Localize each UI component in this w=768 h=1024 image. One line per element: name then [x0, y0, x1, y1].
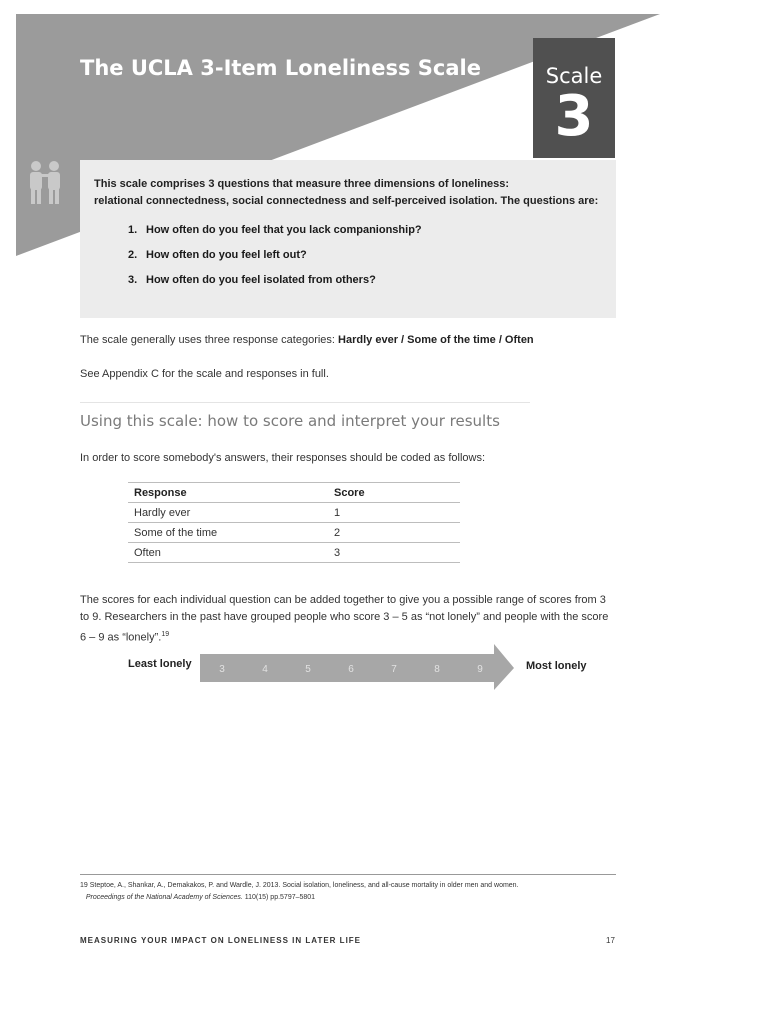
scale-badge: [533, 38, 615, 158]
score-table: [128, 482, 460, 563]
intro-box: [80, 160, 616, 318]
response-categories-prefix: The scale generally uses three response categories:: [80, 334, 335, 346]
page-number: 17: [606, 936, 615, 945]
question-number: 3.: [128, 274, 138, 286]
table-row: [128, 523, 460, 543]
table-header-row: [128, 483, 460, 503]
scale-value: 5: [305, 664, 311, 675]
footnote: [80, 880, 620, 904]
section-heading: Using this scale: how to score and interpret your results: [80, 412, 500, 430]
intro-line-1: This scale comprises 3 questions that measure three dimensions of loneliness:: [94, 178, 510, 190]
people-icon: [24, 160, 80, 206]
most-lonely-label: Most lonely: [526, 660, 587, 672]
question-item: [128, 224, 422, 249]
footer-title: MEASURING YOUR IMPACT ON LONELINESS IN LATER LIFE: [80, 936, 362, 945]
scale-value: 6: [348, 664, 354, 675]
score-range-text: [80, 592, 610, 647]
page-title: The UCLA 3-Item Loneliness Scale: [80, 56, 481, 80]
table-header-score: Score: [328, 483, 460, 503]
question-number: 1.: [128, 224, 138, 236]
intro-line-2: relational connectedness, social connectedness and self-perceived isolation. The questions are:: [94, 195, 599, 207]
question-text: How often do you feel isolated from others?: [146, 274, 376, 286]
table-cell-response: Often: [128, 543, 328, 563]
table-cell-score: 2: [328, 523, 460, 543]
question-text: How often do you feel left out?: [146, 249, 307, 261]
table-cell-score: 3: [328, 543, 460, 563]
footnote-rule: [80, 874, 616, 875]
scale-badge-number: 3: [554, 84, 594, 149]
table-cell-response: Some of the time: [128, 523, 328, 543]
table-cell-response: Hardly ever: [128, 503, 328, 523]
response-categories: Hardly ever / Some of the time / Often: [338, 334, 534, 346]
table-cell-score: 1: [328, 503, 460, 523]
section-divider: [80, 402, 530, 403]
footnote-citation: 110(15) pp.5797–5801: [244, 894, 316, 901]
scale-value: 3: [219, 664, 225, 675]
question-number: 2.: [128, 249, 138, 261]
question-item: [128, 249, 422, 274]
score-range-body: The scores for each individual question can be added together to give you a possible range of scores from 3 to 9. Researchers in the past have grouped people who score 3 – 5 as “not lonely” and people with the score 6 – 9 as “lonely”.: [80, 594, 609, 644]
footnote-journal: Proceedings of the National Academy of Sciences.: [85, 894, 243, 901]
appendix-note: See Appendix C for the scale and responses in full.: [80, 368, 329, 380]
intro-text: [94, 176, 604, 210]
scale-value: 8: [434, 664, 440, 675]
coding-note: In order to score somebody's answers, their responses should be coded as follows:: [80, 452, 486, 464]
question-item: [128, 274, 422, 299]
question-list: [128, 224, 422, 299]
footnote-ref: 19: [161, 631, 170, 638]
least-lonely-label: Least lonely: [128, 658, 192, 670]
table-row: [128, 503, 460, 523]
question-text: How often do you feel that you lack companionship?: [146, 224, 422, 236]
scale-value: 9: [477, 664, 483, 675]
scale-value: 4: [262, 664, 268, 675]
scale-value: 7: [391, 664, 397, 675]
scale-badge-label: Scale: [545, 64, 603, 88]
table-row: [128, 543, 460, 563]
footnote-line: 19 Steptoe, A., Shankar, A., Demakakos, P. and Wardle, J. 2013. Social isolation, loneliness, and all-cause mortality in older men and women.: [80, 882, 519, 889]
response-categories-line: [80, 334, 534, 346]
score-scale-arrow: [200, 644, 516, 692]
table-header-response: Response: [128, 483, 328, 503]
